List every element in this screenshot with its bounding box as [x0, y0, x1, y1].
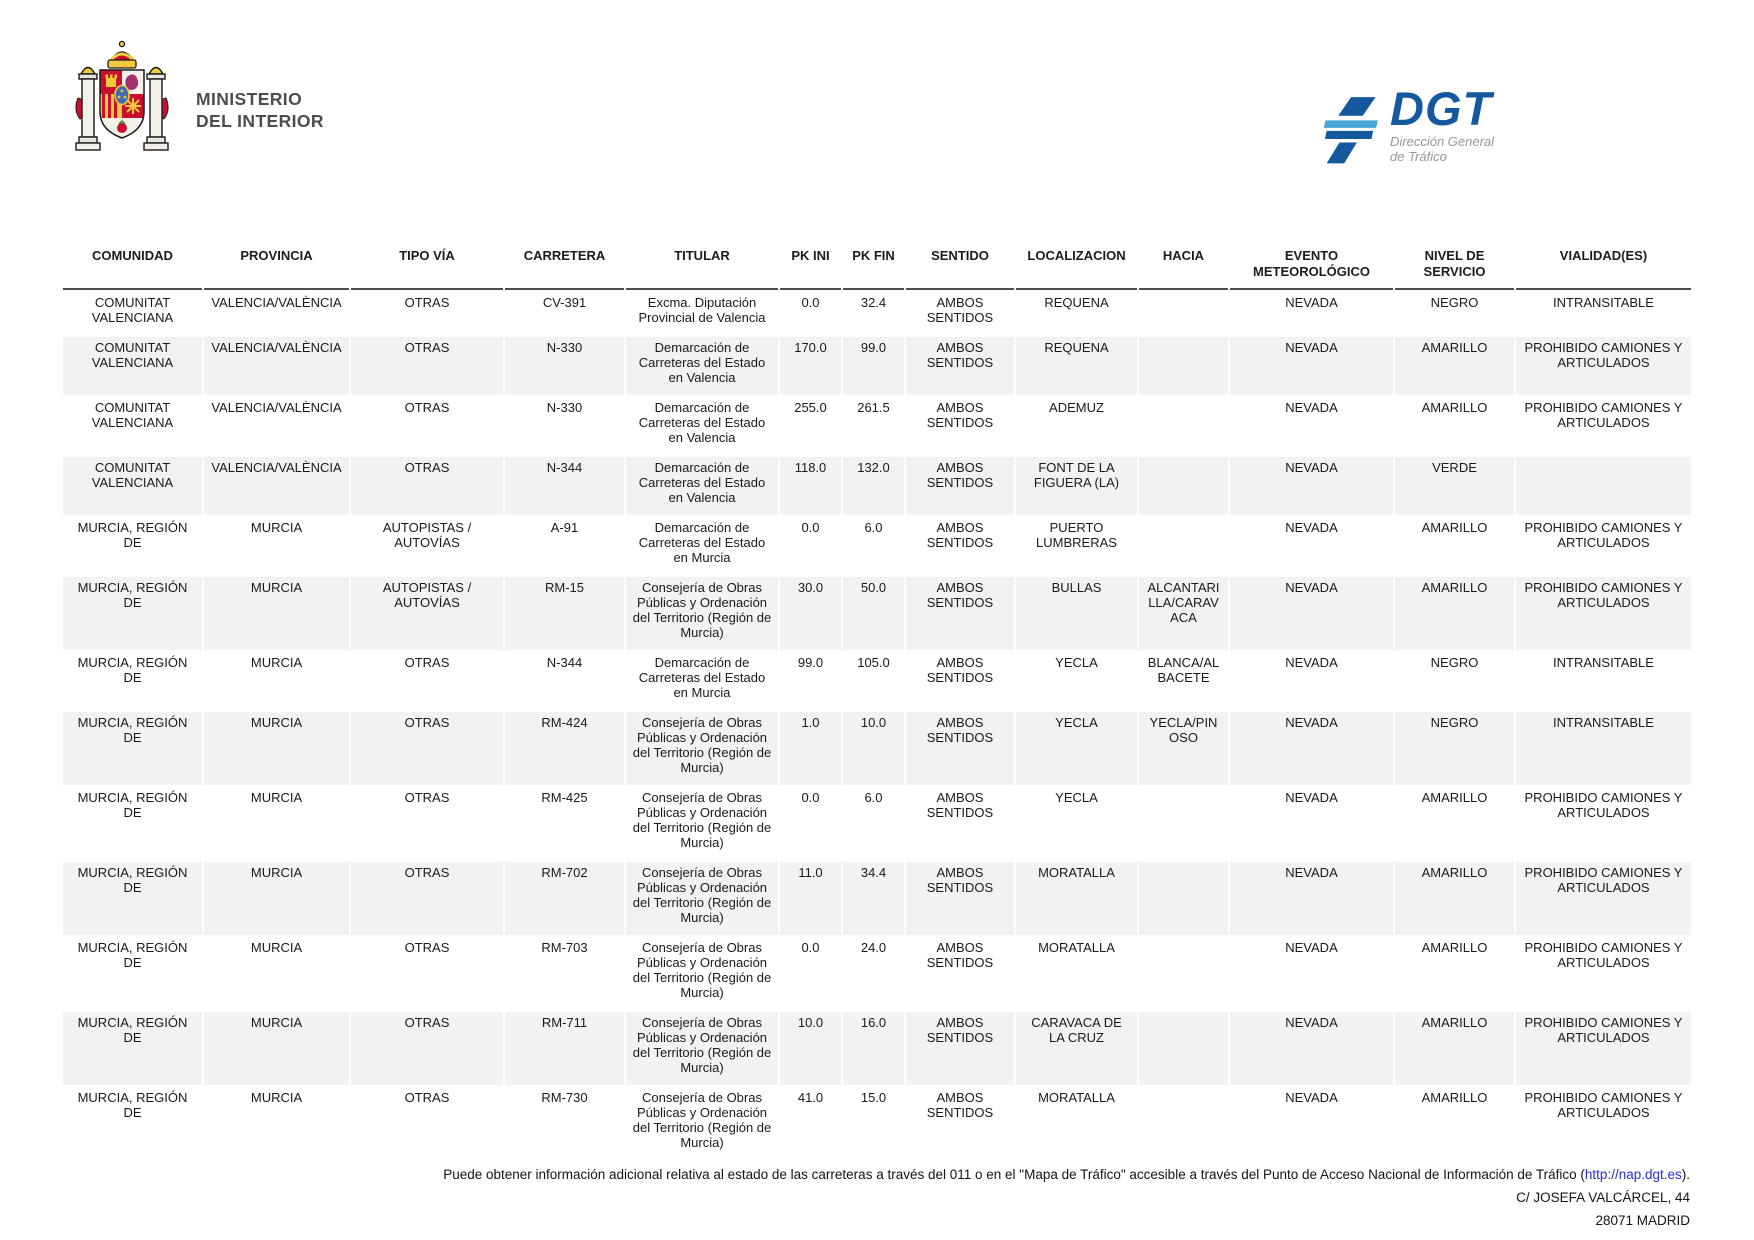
table-cell: AMBOS SENTIDOS	[906, 862, 1014, 935]
table-cell	[1139, 862, 1228, 935]
table-cell: Demarcación de Carreteras del Estado en Murcia	[626, 652, 778, 710]
table-cell: 50.0	[843, 577, 904, 650]
table-cell: RM-711	[505, 1012, 624, 1085]
table-cell: 99.0	[843, 337, 904, 395]
ministry-line1: MINISTERIO	[196, 89, 303, 109]
column-header: PK FIN	[843, 246, 904, 290]
table-cell: OTRAS	[351, 787, 503, 860]
table-cell: YECLA/PINOSO	[1139, 712, 1228, 785]
table-cell: MURCIA	[204, 862, 349, 935]
spain-coat-of-arms-icon	[72, 40, 172, 163]
dgt-acronym: DGT	[1390, 82, 1493, 135]
dgt-tagline-line1: Dirección General	[1390, 134, 1495, 149]
column-header: TITULAR	[626, 246, 778, 290]
column-header: HACIA	[1139, 246, 1228, 290]
table-cell: AMARILLO	[1395, 397, 1514, 455]
table-cell: 0.0	[780, 292, 841, 335]
footer-info-prefix: Puede obtener información adicional relativa al estado de las carreteras a través del 011 o en el "Mapa de Tráfico" accesible a través del Punto de Acceso Nacional de Información de Tráfico (	[443, 1167, 1585, 1182]
table-cell: 99.0	[780, 652, 841, 710]
table-cell: 0.0	[780, 937, 841, 1010]
table-cell: INTRANSITABLE	[1516, 712, 1691, 785]
table-cell: N-330	[505, 397, 624, 455]
table-cell: OTRAS	[351, 652, 503, 710]
table-cell: OTRAS	[351, 397, 503, 455]
table-cell: MURCIA, REGIÓN DE	[63, 652, 202, 710]
table-cell: YECLA	[1016, 712, 1137, 785]
table-cell: NEGRO	[1395, 652, 1514, 710]
table-cell: AMBOS SENTIDOS	[906, 292, 1014, 335]
table-cell: Demarcación de Carreteras del Estado en Valencia	[626, 397, 778, 455]
table-cell: ADEMUZ	[1016, 397, 1137, 455]
table-cell: AUTOPISTAS / AUTOVÍAS	[351, 517, 503, 575]
table-cell: OTRAS	[351, 712, 503, 785]
table-cell: PROHIBIDO CAMIONES Y ARTICULADOS	[1516, 937, 1691, 1010]
table-cell: MORATALLA	[1016, 1087, 1137, 1160]
table-row	[63, 517, 1691, 575]
table-cell: AMBOS SENTIDOS	[906, 577, 1014, 650]
table-cell: MURCIA	[204, 712, 349, 785]
table-cell: PROHIBIDO CAMIONES Y ARTICULADOS	[1516, 787, 1691, 860]
table-cell	[1139, 787, 1228, 860]
table-cell: AMARILLO	[1395, 937, 1514, 1010]
dgt-tagline-line2: de Tráfico	[1390, 149, 1447, 164]
footer	[443, 1163, 1690, 1232]
table-cell: 118.0	[780, 457, 841, 515]
table-cell: MURCIA	[204, 937, 349, 1010]
table-cell	[1139, 1087, 1228, 1160]
table-cell: AMARILLO	[1395, 1012, 1514, 1085]
table-cell: Consejería de Obras Públicas y Ordenación del Territorio (Región de Murcia)	[626, 862, 778, 935]
table-cell: COMUNITAT VALENCIANA	[63, 292, 202, 335]
table-cell: MURCIA, REGIÓN DE	[63, 787, 202, 860]
table-row	[63, 292, 1691, 335]
table-cell: 41.0	[780, 1087, 841, 1160]
table-cell: INTRANSITABLE	[1516, 652, 1691, 710]
table-cell: OTRAS	[351, 292, 503, 335]
table-cell: N-330	[505, 337, 624, 395]
table-cell: VERDE	[1395, 457, 1514, 515]
table-cell: RM-425	[505, 787, 624, 860]
table-cell: PROHIBIDO CAMIONES Y ARTICULADOS	[1516, 337, 1691, 395]
table-cell: PROHIBIDO CAMIONES Y ARTICULADOS	[1516, 1012, 1691, 1085]
table-cell	[1139, 292, 1228, 335]
table-area	[0, 244, 1754, 1162]
table-cell: AMBOS SENTIDOS	[906, 337, 1014, 395]
table-cell: AMBOS SENTIDOS	[906, 937, 1014, 1010]
table-cell: COMUNITAT VALENCIANA	[63, 397, 202, 455]
table-cell: AMARILLO	[1395, 787, 1514, 860]
table-cell: Consejería de Obras Públicas y Ordenación del Territorio (Región de Murcia)	[626, 577, 778, 650]
column-header: SENTIDO	[906, 246, 1014, 290]
table-cell: MURCIA	[204, 787, 349, 860]
table-row	[63, 652, 1691, 710]
table-cell: NEVADA	[1230, 862, 1393, 935]
table-cell: RM-703	[505, 937, 624, 1010]
footer-address-city: 28071 MADRID	[1595, 1213, 1690, 1228]
table-cell: OTRAS	[351, 937, 503, 1010]
table-cell: 11.0	[780, 862, 841, 935]
table-cell: OTRAS	[351, 457, 503, 515]
table-cell: PUERTO LUMBRERAS	[1016, 517, 1137, 575]
table-cell: NEGRO	[1395, 292, 1514, 335]
table-cell: Demarcación de Carreteras del Estado en Valencia	[626, 457, 778, 515]
table-cell: VALENCIA/VALÈNCIA	[204, 397, 349, 455]
table-cell: NEGRO	[1395, 712, 1514, 785]
table-cell: REQUENA	[1016, 292, 1137, 335]
table-cell: CV-391	[505, 292, 624, 335]
table-body	[63, 292, 1691, 1160]
table-cell: RM-424	[505, 712, 624, 785]
column-header: COMUNIDAD	[63, 246, 202, 290]
table-row	[63, 1087, 1691, 1160]
table-cell: MURCIA, REGIÓN DE	[63, 937, 202, 1010]
table-cell: NEVADA	[1230, 517, 1393, 575]
table-cell: VALENCIA/VALÈNCIA	[204, 292, 349, 335]
table-cell	[1139, 517, 1228, 575]
table-row	[63, 397, 1691, 455]
table-cell	[1139, 457, 1228, 515]
table-cell: OTRAS	[351, 1012, 503, 1085]
table-cell: CARAVACA DE LA CRUZ	[1016, 1012, 1137, 1085]
table-cell: NEVADA	[1230, 787, 1393, 860]
table-cell: A-91	[505, 517, 624, 575]
footer-address-street: C/ JOSEFA VALCÁRCEL, 44	[1516, 1190, 1690, 1205]
table-cell: AMBOS SENTIDOS	[906, 397, 1014, 455]
table-cell: PROHIBIDO CAMIONES Y ARTICULADOS	[1516, 577, 1691, 650]
table-cell: AMARILLO	[1395, 1087, 1514, 1160]
table-row	[63, 1012, 1691, 1085]
table-cell: RM-15	[505, 577, 624, 650]
table-cell: Demarcación de Carreteras del Estado en Murcia	[626, 517, 778, 575]
table-cell: AMBOS SENTIDOS	[906, 517, 1014, 575]
table-cell: Demarcación de Carreteras del Estado en Valencia	[626, 337, 778, 395]
table-cell: NEVADA	[1230, 577, 1393, 650]
column-header: PK INI	[780, 246, 841, 290]
table-cell: Excma. Diputación Provincial de Valencia	[626, 292, 778, 335]
table-cell	[1139, 937, 1228, 1010]
table-cell: AUTOPISTAS / AUTOVÍAS	[351, 577, 503, 650]
table-cell	[1139, 397, 1228, 455]
table-cell: AMARILLO	[1395, 862, 1514, 935]
table-cell: MURCIA	[204, 577, 349, 650]
table-cell: NEVADA	[1230, 292, 1393, 335]
table-row	[63, 937, 1691, 1010]
table-cell: MURCIA	[204, 517, 349, 575]
table-cell: MORATALLA	[1016, 862, 1137, 935]
table-cell: 32.4	[843, 292, 904, 335]
table-cell: OTRAS	[351, 337, 503, 395]
table-cell: 10.0	[843, 712, 904, 785]
table-row	[63, 457, 1691, 515]
column-header: PROVINCIA	[204, 246, 349, 290]
table-cell: 132.0	[843, 457, 904, 515]
column-header: EVENTO METEOROLÓGICO	[1230, 246, 1393, 290]
table-cell: VALENCIA/VALÈNCIA	[204, 457, 349, 515]
table-cell: RM-730	[505, 1087, 624, 1160]
ministry-title	[196, 88, 324, 132]
table-cell: 170.0	[780, 337, 841, 395]
table-cell: 0.0	[780, 517, 841, 575]
table-cell: BLANCA/ALBACETE	[1139, 652, 1228, 710]
table-cell: YECLA	[1016, 652, 1137, 710]
table-cell: 105.0	[843, 652, 904, 710]
table-cell: 255.0	[780, 397, 841, 455]
table-cell: NEVADA	[1230, 1012, 1393, 1085]
table-cell: 16.0	[843, 1012, 904, 1085]
table-cell: 6.0	[843, 517, 904, 575]
table-cell: NEVADA	[1230, 397, 1393, 455]
table-cell: PROHIBIDO CAMIONES Y ARTICULADOS	[1516, 517, 1691, 575]
table-cell: NEVADA	[1230, 1087, 1393, 1160]
dgt-road-icon	[1322, 94, 1386, 175]
table-cell: YECLA	[1016, 787, 1137, 860]
dgt-logo	[1322, 82, 1495, 175]
column-header: LOCALIZACION	[1016, 246, 1137, 290]
table-cell: 15.0	[843, 1087, 904, 1160]
table-cell: AMBOS SENTIDOS	[906, 1087, 1014, 1160]
table-row	[63, 577, 1691, 650]
table-cell: 261.5	[843, 397, 904, 455]
column-header: TIPO VÍA	[351, 246, 503, 290]
table-cell: NEVADA	[1230, 652, 1393, 710]
table-cell: 6.0	[843, 787, 904, 860]
table-cell: AMARILLO	[1395, 517, 1514, 575]
dgt-text-block	[1390, 82, 1495, 175]
table-cell: MURCIA, REGIÓN DE	[63, 1012, 202, 1085]
table-cell: OTRAS	[351, 862, 503, 935]
nap-dgt-link[interactable]: http://nap.dgt.es	[1584, 1167, 1682, 1182]
table-header	[63, 246, 1691, 290]
table-cell: VALENCIA/VALÈNCIA	[204, 337, 349, 395]
table-cell: Consejería de Obras Públicas y Ordenación del Territorio (Región de Murcia)	[626, 1087, 778, 1160]
report-table	[61, 244, 1693, 1162]
table-cell: 0.0	[780, 787, 841, 860]
table-cell: FONT DE LA FIGUERA (LA)	[1016, 457, 1137, 515]
table-cell: Consejería de Obras Públicas y Ordenación del Territorio (Región de Murcia)	[626, 712, 778, 785]
table-cell: PROHIBIDO CAMIONES Y ARTICULADOS	[1516, 862, 1691, 935]
table-cell: MURCIA, REGIÓN DE	[63, 862, 202, 935]
table-cell: NEVADA	[1230, 712, 1393, 785]
footer-info-suffix: ).	[1681, 1167, 1690, 1182]
table-cell: Consejería de Obras Públicas y Ordenación del Territorio (Región de Murcia)	[626, 787, 778, 860]
table-cell: COMUNITAT VALENCIANA	[63, 457, 202, 515]
column-header: NIVEL DE SERVICIO	[1395, 246, 1514, 290]
ministry-line2: DEL INTERIOR	[196, 111, 324, 131]
table-row	[63, 337, 1691, 395]
table-cell: RM-702	[505, 862, 624, 935]
table-cell: AMBOS SENTIDOS	[906, 457, 1014, 515]
table-cell: N-344	[505, 457, 624, 515]
table-cell: MURCIA	[204, 1087, 349, 1160]
footer-info-line	[443, 1163, 1690, 1186]
table-cell: MORATALLA	[1016, 937, 1137, 1010]
column-header: CARRETERA	[505, 246, 624, 290]
table-cell: MURCIA	[204, 652, 349, 710]
table-cell: 30.0	[780, 577, 841, 650]
table-cell: AMBOS SENTIDOS	[906, 712, 1014, 785]
table-row	[63, 862, 1691, 935]
column-header: VIALIDAD(ES)	[1516, 246, 1691, 290]
table-cell: 1.0	[780, 712, 841, 785]
table-cell: ALCANTARILLA/CARAVACA	[1139, 577, 1228, 650]
table-cell: MURCIA, REGIÓN DE	[63, 577, 202, 650]
table-cell	[1139, 337, 1228, 395]
table-cell: Consejería de Obras Públicas y Ordenación del Territorio (Región de Murcia)	[626, 1012, 778, 1085]
table-cell: NEVADA	[1230, 337, 1393, 395]
table-cell: BULLAS	[1016, 577, 1137, 650]
table-cell: NEVADA	[1230, 457, 1393, 515]
table-cell	[1516, 457, 1691, 515]
table-row	[63, 787, 1691, 860]
table-cell: NEVADA	[1230, 937, 1393, 1010]
table-cell: COMUNITAT VALENCIANA	[63, 337, 202, 395]
table-cell: AMARILLO	[1395, 337, 1514, 395]
table-cell: MURCIA, REGIÓN DE	[63, 1087, 202, 1160]
table-header-row	[63, 246, 1691, 290]
table-cell: INTRANSITABLE	[1516, 292, 1691, 335]
table-cell: OTRAS	[351, 1087, 503, 1160]
table-cell: MURCIA, REGIÓN DE	[63, 712, 202, 785]
table-cell	[1139, 1012, 1228, 1085]
table-cell: AMBOS SENTIDOS	[906, 1012, 1014, 1085]
table-cell: REQUENA	[1016, 337, 1137, 395]
table-cell: AMBOS SENTIDOS	[906, 787, 1014, 860]
table-cell: 10.0	[780, 1012, 841, 1085]
table-cell: N-344	[505, 652, 624, 710]
table-row	[63, 712, 1691, 785]
table-cell: AMBOS SENTIDOS	[906, 652, 1014, 710]
table-cell: 34.4	[843, 862, 904, 935]
table-cell: PROHIBIDO CAMIONES Y ARTICULADOS	[1516, 397, 1691, 455]
table-cell: Consejería de Obras Públicas y Ordenación del Territorio (Región de Murcia)	[626, 937, 778, 1010]
table-cell: AMARILLO	[1395, 577, 1514, 650]
table-cell: 24.0	[843, 937, 904, 1010]
table-cell: MURCIA, REGIÓN DE	[63, 517, 202, 575]
table-cell: MURCIA	[204, 1012, 349, 1085]
table-cell: PROHIBIDO CAMIONES Y ARTICULADOS	[1516, 1087, 1691, 1160]
